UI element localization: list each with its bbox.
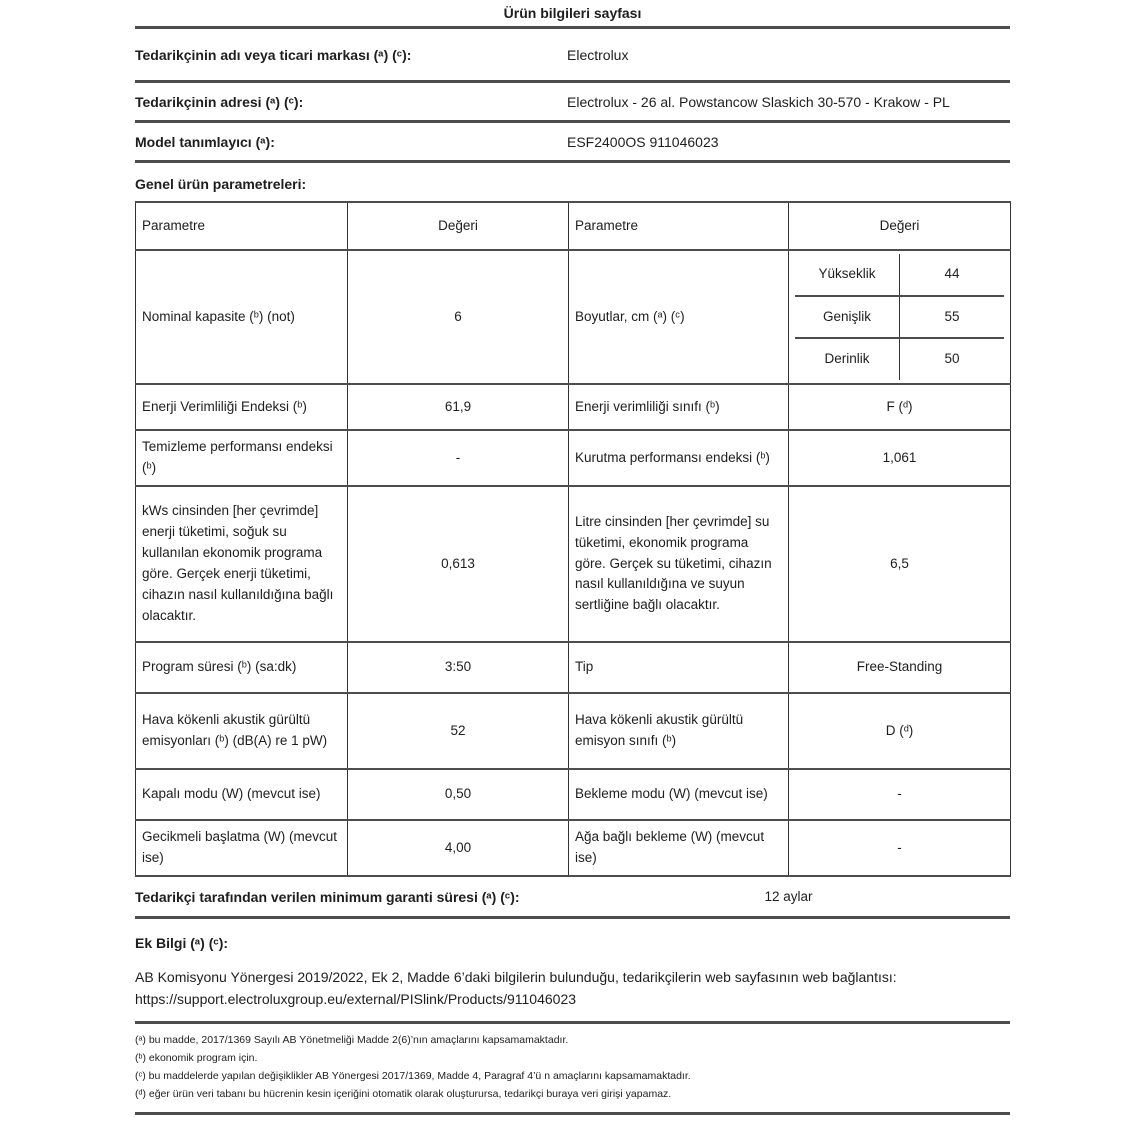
supplier-name-row (135, 29, 1010, 83)
supplier-address-value: Electrolux - 26 al. Powstancow Slaskich 30-570 - Krakow - PL (567, 93, 950, 110)
noise-class-label: Hava kökenli akustik gürültü emisyon sınıfı (ᵇ) (569, 693, 789, 769)
noise-emission-value: 52 (348, 693, 569, 769)
off-mode-value: 0,50 (348, 769, 569, 820)
supplier-info-table (135, 26, 1010, 163)
table-row-duration-type (136, 642, 1011, 693)
dimension-width-row (795, 296, 1004, 338)
supplier-name-label: Tedarikçinin adı veya ticari markası (ᵃ) (ᶜ): (135, 46, 412, 63)
type-label: Tip (569, 642, 789, 693)
model-identifier-value: ESF2400OS 911046023 (567, 133, 719, 150)
noise-class-value: D (ᵈ) (789, 693, 1011, 769)
energy-class-label: Enerji verimliliği sınıfı (ᵇ) (569, 384, 789, 430)
footnotes-section (135, 1021, 1010, 1115)
program-duration-label: Program süresi (ᵇ) (sa:dk) (136, 642, 348, 693)
noise-emission-label: Hava kökenli akustik gürültü emisyonları (ᵇ) (dB(A) re 1 pW) (136, 693, 348, 769)
depth-value: 50 (900, 338, 1005, 380)
delay-start-value: 4,00 (348, 820, 569, 876)
header-parametre-2: Parametre (569, 202, 789, 250)
cleaning-index-label: Temizleme performansı endeksi (ᵇ) (136, 430, 348, 486)
standby-mode-value: - (789, 769, 1011, 820)
dimensions-label: Boyutlar, cm (ᵃ) (ᶜ) (569, 250, 789, 384)
additional-info-text: AB Komisyonu Yönergesi 2019/2022, Ek 2, Madde 6’daki bilgilerin bulunduğu, tedarikçilerin web sayfasının web bağlantısı: https://support.electroluxgroup.eu/external/PISlink/Products/911046023 (135, 969, 897, 1007)
table-row-cleaning-drying (136, 430, 1011, 486)
table-row-energy-index (136, 384, 1011, 430)
dimensions-subtable (795, 254, 1004, 380)
header-degeri-2: Değeri (789, 202, 1011, 250)
depth-label: Derinlik (795, 338, 900, 380)
footnote-d: (ᵈ) eğer ürün veri tabanı bu hücrenin kesin içeriğini otomatik olarak oluşturursa, tedarikçi buraya veri girişi yapamaz. (135, 1088, 672, 1100)
page-title: Ürün bilgileri sayfası (503, 5, 642, 21)
dimension-height-row (795, 254, 1004, 296)
supplier-address-label: Tedarikçinin adresi (ᵃ) (ᶜ): (135, 93, 304, 110)
nominal-capacity-value: 6 (348, 250, 569, 384)
cleaning-index-value: - (348, 430, 569, 486)
width-value: 55 (900, 296, 1005, 338)
parameters-table (135, 201, 1011, 877)
standby-mode-label: Bekleme modu (W) (mevcut ise) (569, 769, 789, 820)
model-identifier-row (135, 123, 1010, 163)
model-identifier-label: Model tanımlayıcı (ᵃ): (135, 133, 275, 150)
height-value: 44 (944, 266, 960, 282)
table-row-noise (136, 693, 1011, 769)
warranty-value: 12 aylar (764, 889, 813, 904)
supplier-address-row (135, 83, 1010, 123)
warranty-row (135, 877, 1010, 919)
energy-consumption-value: 0,613 (348, 486, 569, 642)
program-duration-value: 3:50 (348, 642, 569, 693)
header-parametre-1: Parametre (136, 202, 348, 250)
footnote-b: (ᵇ) ekonomik program için. (135, 1052, 258, 1064)
header-degeri-1: Değeri (348, 202, 569, 250)
footnote-a: (ᵃ) bu madde, 2017/1369 Sayılı AB Yönetmeliği Madde 2(6)’nın amaçlarını kapsamamaktadır. (135, 1034, 569, 1046)
height-label: Yükseklik (795, 254, 900, 296)
table-row-delay-network (136, 820, 1011, 876)
product-information-sheet (135, 0, 1010, 1115)
delay-start-label: Gecikmeli başlatma (W) (mevcut ise) (136, 820, 348, 876)
table-row-off-standby (136, 769, 1011, 820)
table-row-consumption (136, 486, 1011, 642)
additional-info-heading: Ek Bilgi (ᵃ) (ᶜ): (135, 935, 229, 951)
general-parameters-heading: Genel ürün parametreleri: (135, 176, 307, 192)
networked-standby-value: - (789, 820, 1011, 876)
width-label: Genişlik (795, 296, 900, 338)
supplier-name-value: Electrolux (567, 46, 629, 63)
dimension-depth-row (795, 338, 1004, 380)
table-header-row (136, 202, 1011, 250)
energy-index-value: 61,9 (348, 384, 569, 430)
nominal-capacity-label: Nominal kapasite (ᵇ) (not) (136, 250, 348, 384)
off-mode-label: Kapalı modu (W) (mevcut ise) (136, 769, 348, 820)
footnote-c: (ᶜ) bu maddelerde yapılan değişiklikler AB Yönergesi 2017/1369, Madde 4, Paragraf 4’ü n amaçlarını kapsamamaktadır. (135, 1070, 691, 1082)
energy-index-label: Enerji Verimliliği Endeksi (ᵇ) (136, 384, 348, 430)
warranty-label: Tedarikçi tarafından verilen minimum garanti süresi (ᵃ) (ᶜ): (135, 888, 520, 905)
water-consumption-value: 6,5 (789, 486, 1011, 642)
table-row-capacity-dimensions (136, 250, 1011, 384)
networked-standby-label: Ağa bağlı bekleme (W) (mevcut ise) (569, 820, 789, 876)
drying-index-label: Kurutma performansı endeksi (ᵇ) (569, 430, 789, 486)
energy-consumption-label: kWs cinsinden [her çevrimde] enerji tüketimi, soğuk su kullanılan ekonomik programa göre. Gerçek enerji tüketimi, cihazın nasıl kullanıldığına bağlı olacaktır. (136, 486, 348, 642)
energy-class-value: F (ᵈ) (789, 384, 1011, 430)
drying-index-value: 1,061 (789, 430, 1011, 486)
type-value: Free-Standing (789, 642, 1011, 693)
dimensions-subtable-cell (789, 250, 1011, 384)
water-consumption-label: Litre cinsinden [her çevrimde] su tüketimi, ekonomik programa göre. Gerçek su tüketimi, cihazın nasıl kullanıldığına ve suyun sertliğine bağlı olacaktır. (569, 486, 789, 642)
